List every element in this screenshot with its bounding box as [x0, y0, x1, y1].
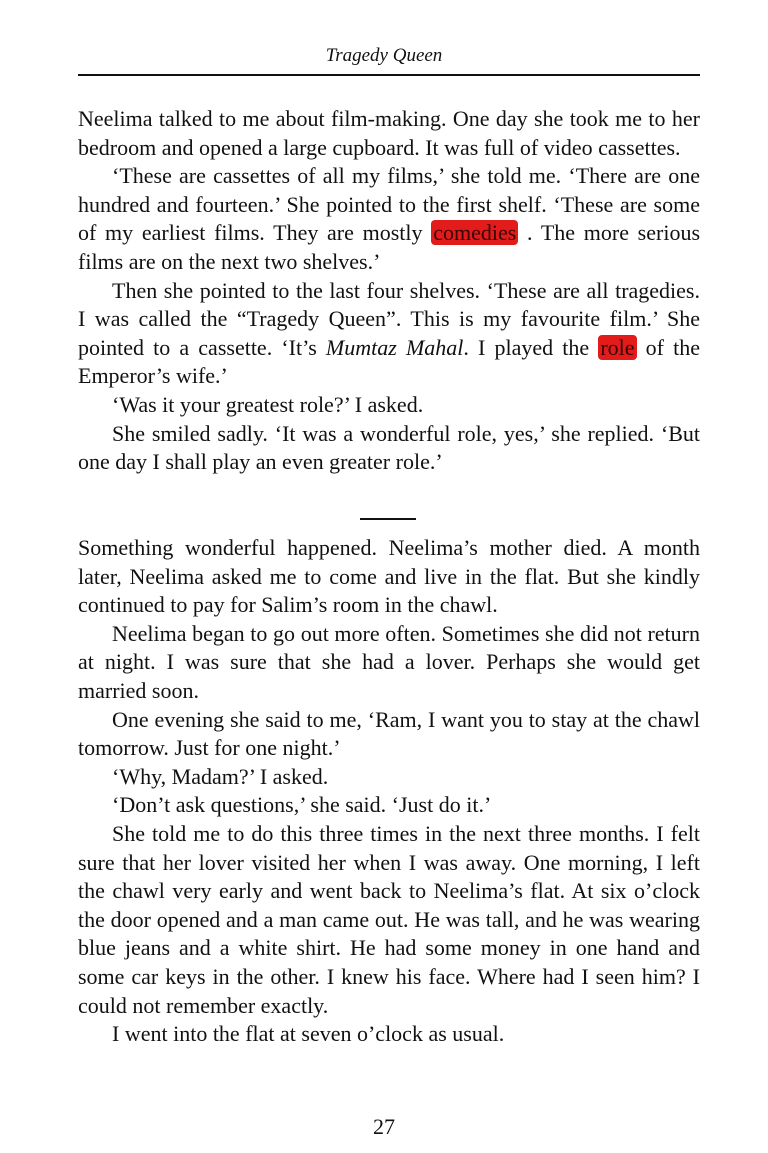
text-run: ‘These are cassettes of all my films,’ she told me. ‘There are one hundred and fourteen.’ She pointed to the first shelf. ‘These are some of my earliest films. They are mostly: [78, 163, 700, 246]
text-run: . I played the: [463, 334, 590, 360]
text-run: of the Emperor’s wife.’: [78, 334, 700, 389]
paragraph: I went into the flat at seven o’clock as usual.: [112, 1021, 505, 1047]
paragraph: Something wonderful happened. Neelima’s mother died. A month later, Neelima asked me to come and live in the flat. But she kindly continued to pay for Salim’s room in the chawl.: [78, 535, 700, 618]
header-rule: [78, 74, 700, 76]
text-run: Then she pointed to the last four shelves. ‘These are all tragedies. I was called the “Tragedy Queen”. This is my favourite film.’ She pointed to a cassette. ‘It’s: [78, 277, 700, 360]
paragraph: [78, 162, 700, 276]
highlighted-word: comedies: [433, 220, 517, 246]
paragraph: Neelima talked to me about film-making. One day she took me to her bedroom and opened a large cupboard. It was full of video cassettes.: [78, 106, 700, 160]
paragraph: ‘Don’t ask questions,’ she said. ‘Just do it.’: [112, 792, 492, 818]
paragraph: She smiled sadly. ‘It was a wonderful role, yes,’ she replied. ‘But one day I shall play an even greater role.’: [78, 420, 700, 475]
paragraph: One evening she said to me, ‘Ram, I want you to stay at the chawl tomorrow. Just for one night.’: [78, 706, 700, 761]
highlighted-word: role: [600, 334, 635, 360]
film-title: Mumtaz Mahal: [325, 334, 464, 360]
paragraph: Neelima began to go out more often. Sometimes she did not return at night. I was sure that she had a lover. Perhaps she would get married soon.: [78, 620, 700, 703]
paragraph: ‘Why, Madam?’ I asked.: [112, 763, 329, 789]
section-divider: [360, 518, 416, 520]
paragraph: She told me to do this three times in the next three months. I felt sure that her lover visited her when I was away. One morning, I left the chawl very early and went back to Neelima’s flat. At six o’clock the door opened and a man came out. He was tall, and he was wearing blue jeans and a white shirt. He had some money in one hand and some car keys in the other. I knew his face. Where had I seen him? I could not remember exactly.: [78, 820, 700, 1018]
page-number: 27: [373, 1114, 395, 1139]
section-one: [78, 105, 700, 477]
paragraph: [78, 277, 700, 391]
section-two: [78, 534, 700, 1049]
text-run: . The more serious films are on the next two shelves.’: [78, 220, 701, 274]
running-header: Tragedy Queen: [325, 45, 443, 66]
paragraph: ‘Was it your greatest role?’ I asked.: [112, 391, 424, 417]
